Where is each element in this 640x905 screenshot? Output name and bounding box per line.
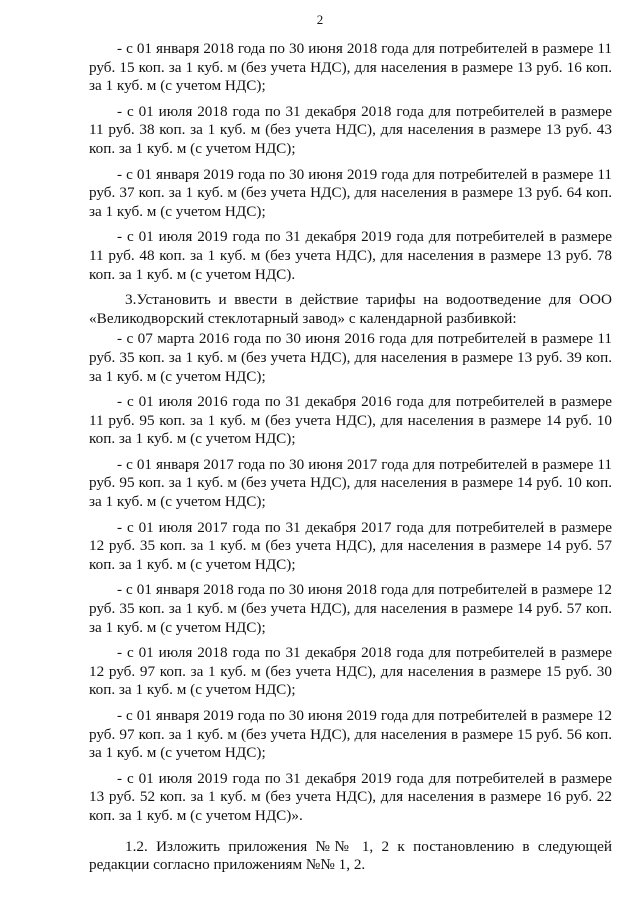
tariff-item-water-2019-h1: - с 01 января 2019 года по 30 июня 2019 года для потребителей в размере 11 руб. 37 коп. за 1 куб. м (без учета НДС), для населения в размере 13 руб. 64 коп. за 1 куб. м (с учетом НДС);: [89, 165, 612, 220]
tariff-item-water-2018-h1: - с 01 января 2018 года по 30 июня 2018 года для потребителей в размере 11 руб. 15 коп. за 1 куб. м (без учета НДС), для населения в размере 13 руб. 16 коп. за 1 куб. м (с учетом НДС);: [89, 40, 612, 95]
page-number: 2: [316, 12, 324, 27]
tariff-item-sewage-2017-h2: - с 01 июля 2017 года по 31 декабря 2017 года для потребителей в размере 12 руб. 35 коп. за 1 куб. м (без учета НДС), для населения в размере 14 руб. 57 коп. за 1 куб. м (с учетом НДС);: [89, 518, 612, 573]
tariff-item-sewage-2016-h1: - с 07 марта 2016 года по 30 июня 2016 года для потребителей в размере 11 руб. 35 коп. за 1 куб. м (без учета НДС), для населения в размере 13 руб. 39 коп. за 1 куб. м (с учетом НДС);: [89, 330, 612, 385]
section-1-2-paragraph: 1.2. Изложить приложения №№ 1, 2 к постановлению в следующей редакции согласно приложениям №№ 1, 2.: [89, 837, 612, 874]
tariff-item-sewage-2019-h2: - с 01 июля 2019 года по 31 декабря 2019 года для потребителей в размере 13 руб. 52 коп. за 1 куб. м (без учета НДС), для населения в размере 16 руб. 22 коп. за 1 куб. м (с учетом НДС)».: [89, 769, 612, 824]
tariff-item-sewage-2018-h2: - с 01 июля 2018 года по 31 декабря 2018 года для потребителей в размере 12 руб. 97 коп. за 1 куб. м (без учета НДС), для населения в размере 15 руб. 30 коп. за 1 куб. м (с учетом НДС);: [89, 644, 612, 699]
tariff-item-sewage-2018-h1: - с 01 января 2018 года по 30 июня 2018 года для потребителей в размере 12 руб. 35 коп. за 1 куб. м (без учета НДС), для населения в размере 14 руб. 57 коп. за 1 куб. м (с учетом НДС);: [89, 581, 612, 636]
section-3-heading: 3.Установить и ввести в действие тарифы на водоотведение для ООО «Великодворский стеклотарный завод» с календарной разбивкой:: [89, 291, 612, 327]
document-body: [89, 40, 612, 882]
tariff-item-sewage-2016-h2: - с 01 июля 2016 года по 31 декабря 2016 года для потребителей в размере 11 руб. 95 коп. за 1 куб. м (без учета НДС), для населения в размере 14 руб. 10 коп. за 1 куб. м (с учетом НДС);: [89, 393, 612, 448]
tariff-item-water-2019-h2: - с 01 июля 2019 года по 31 декабря 2019 года для потребителей в размере 11 руб. 48 коп. за 1 куб. м (без учета НДС), для населения в размере 13 руб. 78 коп. за 1 куб. м (с учетом НДС).: [89, 228, 612, 283]
tariff-item-sewage-2019-h1: - с 01 января 2019 года по 30 июня 2019 года для потребителей в размере 12 руб. 97 коп. за 1 куб. м (без учета НДС), для населения в размере 15 руб. 56 коп. за 1 куб. м (с учетом НДС);: [89, 707, 612, 762]
tariff-item-sewage-2017-h1: - с 01 января 2017 года по 30 июня 2017 года для потребителей в размере 11 руб. 95 коп. за 1 куб. м (без учета НДС), для населения в размере 14 руб. 10 коп. за 1 куб. м (с учетом НДС);: [89, 455, 612, 511]
tariff-item-water-2018-h2: - с 01 июля 2018 года по 31 декабря 2018 года для потребителей в размере 11 руб. 38 коп. за 1 куб. м (без учета НДС), для населения в размере 13 руб. 43 коп. за 1 куб. м (с учетом НДС);: [89, 102, 612, 157]
